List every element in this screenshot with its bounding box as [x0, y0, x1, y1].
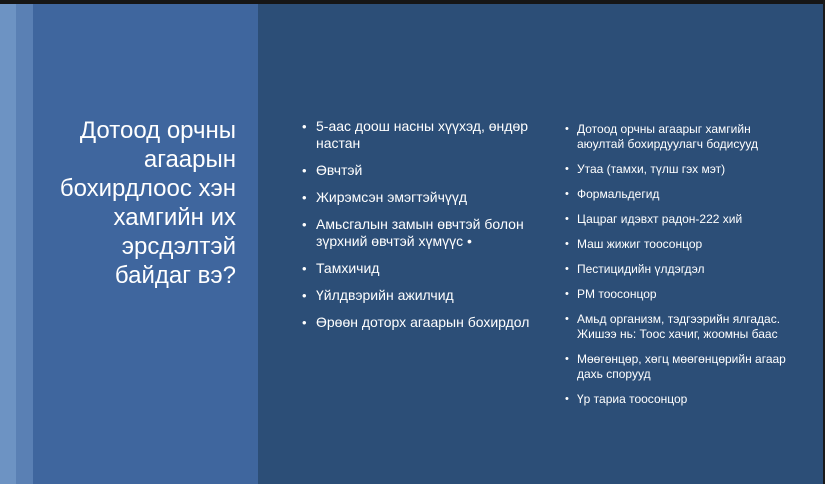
list-item-text: Жирэмсэн эмэгтэйчүүд: [316, 189, 468, 205]
list-item-text: 5-аас доош насны хүүхэд, өндөр настан: [316, 118, 529, 151]
risk-groups-list: [302, 118, 530, 341]
bullet-icon: •: [302, 261, 307, 276]
bullet-icon: •: [565, 163, 569, 175]
list-item: [302, 189, 530, 206]
bullet-icon: •: [565, 213, 569, 225]
list-item-text: Утаа (тамхи, түлш гэх мэт): [577, 162, 726, 176]
bullet-icon: •: [302, 217, 307, 232]
bullet-icon: •: [565, 313, 569, 325]
list-item-text: Формальдегид: [577, 187, 660, 201]
bullet-icon: •: [302, 163, 307, 178]
list-item: [565, 262, 800, 277]
bullet-icon: •: [302, 288, 307, 303]
bullet-icon: •: [302, 119, 307, 134]
list-item: [302, 287, 530, 304]
slide-title: Дотоод орчны агаарын бохирдлоос хэн хамгийн их эрсдэлтэй байдаг вэ?: [59, 117, 236, 289]
list-item: [565, 162, 800, 177]
list-item: [565, 187, 800, 202]
bullet-icon: •: [565, 263, 569, 275]
list-item: [302, 118, 530, 152]
list-item-text: Тамхичид: [316, 260, 380, 276]
list-item-text: Дотоод орчны агаарыг хамгийн аюултай бохирдуулагч бодисууд: [577, 122, 758, 151]
list-item-text: Өвчтэй: [316, 162, 363, 178]
bullet-icon: •: [565, 353, 569, 365]
list-item: [565, 237, 800, 252]
list-item: [565, 287, 800, 302]
list-item-text: Маш жижиг тоосонцор: [577, 237, 703, 251]
decorative-strip-mid: [16, 4, 33, 484]
list-item-text: Пестицидийн үлдэгдэл: [577, 262, 705, 276]
list-item: [565, 122, 800, 152]
list-item-text: Амьсгалын замын өвчтэй болон зүрхний өвчтэй хүмүүс •: [316, 216, 524, 249]
list-item: [302, 216, 530, 250]
bullet-icon: •: [302, 315, 307, 330]
list-item-text: PM тоосонцор: [577, 287, 657, 301]
list-item: [565, 392, 800, 407]
list-item: [565, 312, 800, 342]
list-item-text: Үйлдвэрийн ажилчид: [316, 287, 454, 303]
bullet-icon: •: [565, 393, 569, 405]
list-item-text: Үр тариа тоосонцор: [577, 392, 688, 406]
decorative-strip-light: [0, 4, 16, 484]
list-item: [565, 212, 800, 227]
list-item-text: Мөөгөнцөр, хөгц мөөгөнцөрийн агаар дахь спорууд: [577, 352, 786, 381]
presentation-slide: [0, 4, 825, 484]
list-item-text: Цацраг идэвхт радон-222 хий: [577, 212, 743, 226]
bullet-icon: •: [565, 238, 569, 250]
bullet-icon: •: [302, 190, 307, 205]
list-item: [565, 352, 800, 382]
list-item: [302, 314, 530, 331]
list-item: [302, 260, 530, 277]
bullet-icon: •: [565, 188, 569, 200]
bullet-icon: •: [565, 123, 569, 135]
list-item-text: Амьд организм, тэдгээрийн ялгадас. Жишээ нь: Тоос хачиг, жоомны баас: [577, 312, 781, 341]
bullet-icon: •: [565, 288, 569, 300]
list-item-text: Өрөөн доторх агаарын бохирдол: [316, 314, 530, 330]
pollutants-list: [565, 122, 800, 417]
list-item: [302, 162, 530, 179]
